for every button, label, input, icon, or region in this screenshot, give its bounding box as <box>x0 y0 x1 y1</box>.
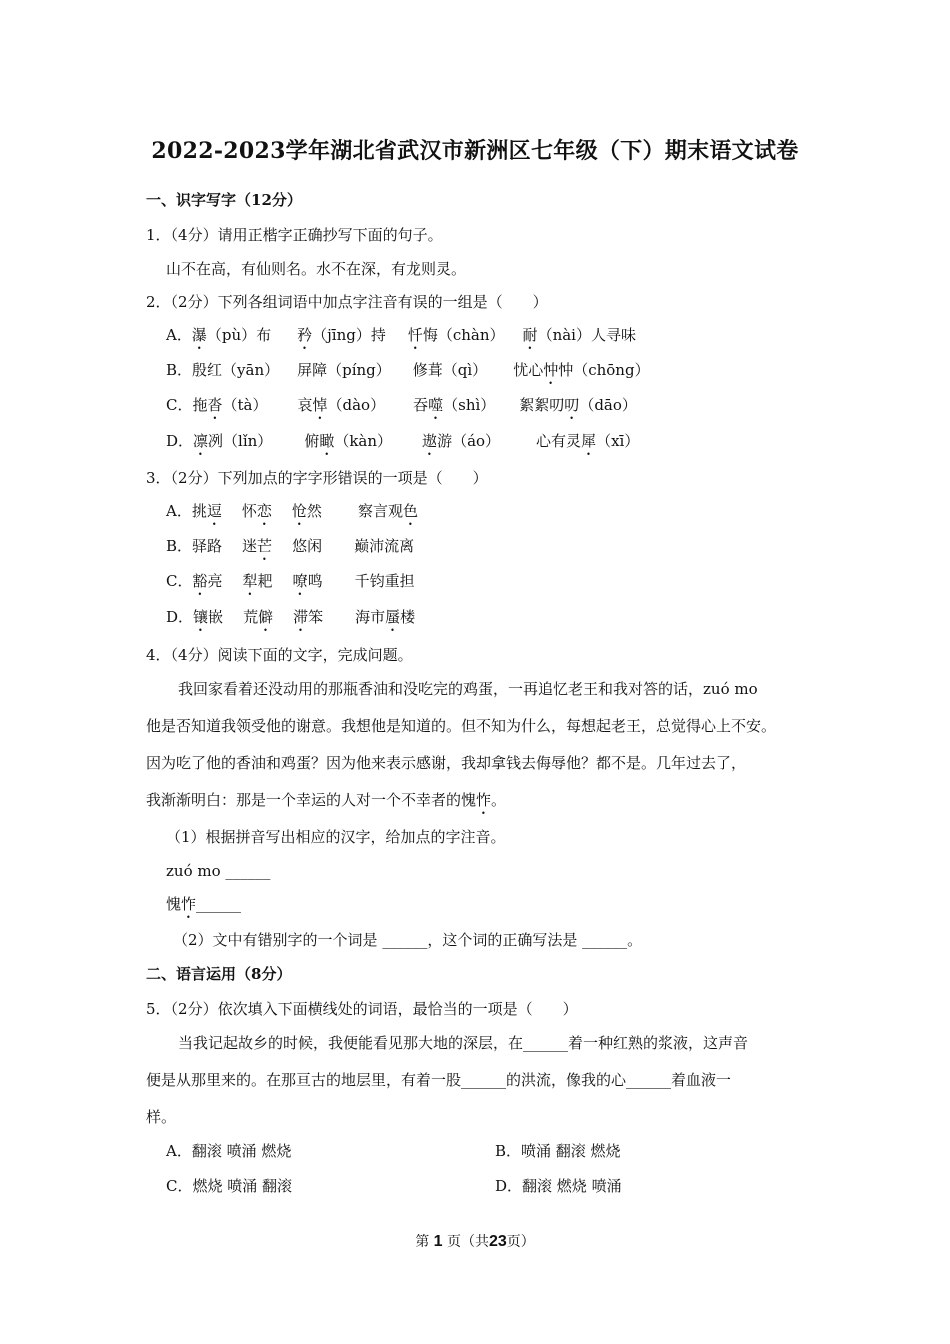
question-2-option-a: A．瀑（pù）布 矜（jīng）持 忏悔（chàn） 耐（nài）人寻味 <box>166 326 636 344</box>
question-3-option-c: C．豁亮 犁耙 嘹鸣 千钧重担 <box>166 572 415 590</box>
question-3-option-a: A．挑逗 怀恋 怆然 察言观色 <box>166 502 418 520</box>
q5-passage-line-1: 当我记起故乡的时候，我便能看见那大地的深层，在______着一种红熟的浆液，这声音 <box>178 1034 749 1052</box>
question-5-option-a: A．翻滚 喷涌 燃烧 <box>166 1142 292 1160</box>
page-title: 2022-2023学年湖北省武汉市新洲区七年级（下）期末语文试卷 <box>151 138 799 164</box>
answer-blank-kuizuo[interactable]: 愧怍______ <box>166 895 242 913</box>
total-page-count: 23 <box>489 1233 507 1250</box>
q5-passage-line-3: 样。 <box>146 1108 177 1126</box>
sub-question-1: （1）根据拼音写出相应的汉字，给加点的字注音。 <box>166 828 506 846</box>
passage-line-2: 他是否知道我领受他的谢意。我想他是知道的。但不知为什么，每想起老王，总觉得心上不安。 <box>146 717 777 735</box>
passage-line-1: 我回家看着还没动用的那瓶香油和没吃完的鸡蛋，一再追忆老王和我对答的话，zuó mo <box>178 680 758 698</box>
answer-blank-zuomo[interactable]: zuó mo ______ <box>166 862 271 880</box>
page-footer: 第 1 页（共23页） <box>415 1233 535 1250</box>
question-2-option-c: C．拖沓（tà） 哀悼（dào） 吞噬（shì） 絮絮叨叨（dāo） <box>166 396 637 414</box>
question-1-stem: 1．（4分）请用正楷字正确抄写下面的句子。 <box>146 226 443 244</box>
question-2-stem: 2．（2分）下列各组词语中加点字注音有误的一组是（ ） <box>146 293 548 311</box>
question-4-stem: 4．（4分）阅读下面的文字，完成问题。 <box>146 646 413 664</box>
question-3-option-b: B．驿路 迷芒 悠闲 巅沛流离 <box>166 537 415 555</box>
question-5-option-c: C．燃烧 喷涌 翻滚 <box>166 1177 293 1195</box>
q5-passage-line-2: 便是从那里来的。在那亘古的地层里，有着一股______的洪流，像我的心______着血液一 <box>146 1071 732 1089</box>
question-3-option-d: D．镶嵌 荒僻 滞笨 海市蜃楼 <box>166 608 416 626</box>
question-2-option-b: B．殷红（yān） 屏障（píng） 修葺（qì） 忧心忡忡（chōng） <box>166 361 650 379</box>
question-5-option-b: B．喷涌 翻滚 燃烧 <box>495 1142 621 1160</box>
question-5-stem: 5．（2分）依次填入下面横线处的词语，最恰当的一项是（ ） <box>146 1000 578 1018</box>
question-2-option-d: D．凛冽（lǐn） 俯瞰（kàn） 遨游（áo） 心有灵犀（xī） <box>166 432 640 450</box>
current-page-number: 1 <box>433 1233 443 1250</box>
question-1-text: 山不在高，有仙则名。水不在深，有龙则灵。 <box>166 260 467 278</box>
question-3-stem: 3．（2分）下列加点的字字形错误的一项是（ ） <box>146 469 488 487</box>
section-heading-2: 二、语言运用（8分） <box>146 965 292 983</box>
section-heading-1: 一、识字写字（12分） <box>146 191 302 209</box>
passage-line-4: 我渐渐明白：那是一个幸运的人对一个不幸者的愧怍。 <box>146 791 507 809</box>
sub-question-2: （2）文中有错别字的一个词是 ______，这个词的正确写法是 ______。 <box>173 931 643 949</box>
question-5-option-d: D．翻滚 燃烧 喷涌 <box>495 1177 622 1195</box>
passage-line-3: 因为吃了他的香油和鸡蛋？因为他来表示感谢，我却拿钱去侮辱他？都不是。几年过去了， <box>146 754 747 772</box>
